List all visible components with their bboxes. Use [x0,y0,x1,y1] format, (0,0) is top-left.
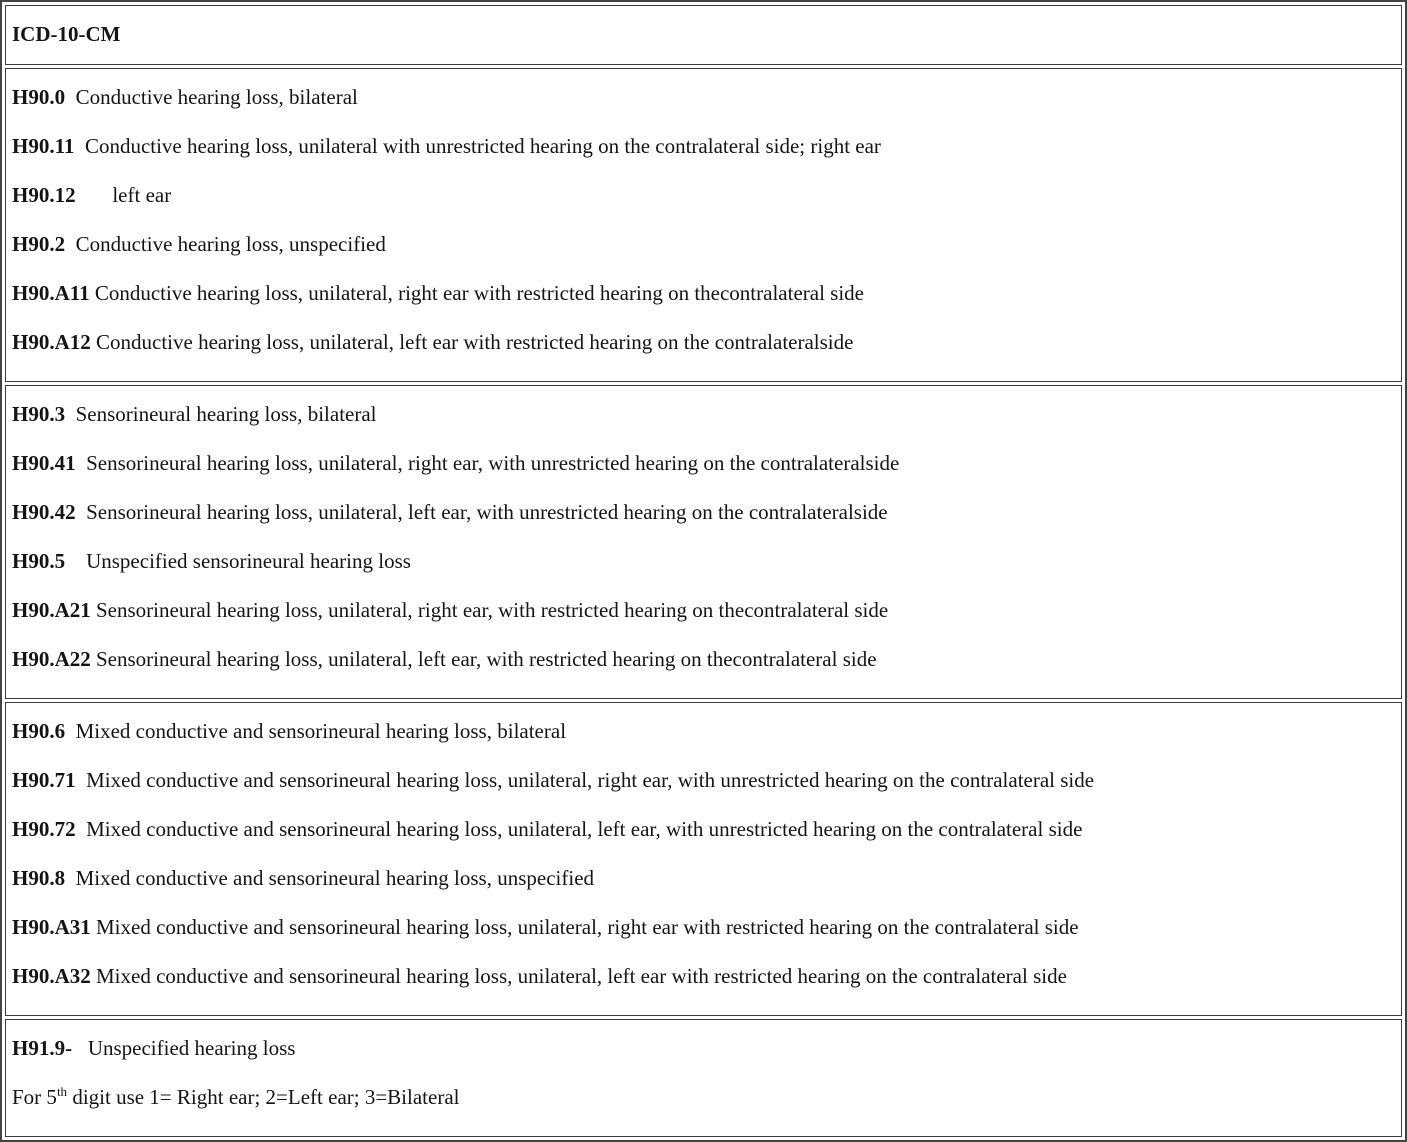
code-label: H90.11 [12,134,75,158]
code-description: Mixed conductive and sensorineural hearing loss, bilateral [65,719,567,743]
code-description: Mixed conductive and sensorineural hearing loss, unilateral, left ear, with unrestricted hearing on the contralateral side [75,817,1083,841]
code-row [12,598,1395,622]
code-row [12,768,1395,792]
code-row [12,451,1395,475]
code-label: H90.A21 [12,598,91,622]
header-row [5,5,1402,65]
code-row [12,866,1395,890]
code-label: H90.A31 [12,915,91,939]
code-row [12,647,1395,671]
code-row [12,402,1395,426]
code-row [12,85,1395,109]
code-row [12,1036,1395,1060]
code-description: Sensorineural hearing loss, unilateral, right ear, with unrestricted hearing on the contralateralside [75,451,900,475]
code-label: H90.A12 [12,330,91,354]
code-row [12,134,1395,158]
code-description: Conductive hearing loss, unilateral with unrestricted hearing on the contralateral side; right ear [74,134,881,158]
code-description: Conductive hearing loss, unilateral, right ear with restricted hearing on thecontralateral side [89,281,864,305]
footnote-superscript: th [56,1084,68,1099]
code-label: H90.0 [12,85,66,109]
code-row [12,549,1395,573]
code-label: H90.A11 [12,281,90,305]
footnote-prefix: For 5 [12,1085,57,1109]
code-description: Mixed conductive and sensorineural hearing loss, unspecified [65,866,595,890]
code-row [12,183,1395,207]
code-label: H90.8 [12,866,66,890]
code-row [12,817,1395,841]
code-label: H90.42 [12,500,76,524]
code-label: H90.2 [12,232,66,256]
code-label: H90.71 [12,768,76,792]
code-row [12,281,1395,305]
section-row-conductive [5,68,1402,382]
code-description: Mixed conductive and sensorineural hearing loss, unilateral, right ear with restricted hearing on the contralateral side [90,915,1079,939]
code-label: H90.A22 [12,647,91,671]
code-label: H90.41 [12,451,76,475]
section-sensorineural [5,385,1402,699]
table-title: ICD-10-CM [12,22,121,46]
code-row [12,232,1395,256]
footnote-rest: digit use 1= Right ear; 2=Left ear; 3=Bilateral [67,1085,460,1109]
section-row-unspecified [5,1019,1402,1137]
code-description: Conductive hearing loss, unilateral, left ear with restricted hearing on the contralateralside [90,330,854,354]
code-row [12,330,1395,354]
code-row [12,964,1395,988]
code-row [12,500,1395,524]
code-label: H90.A32 [12,964,91,988]
code-label: H91.9- [12,1036,73,1060]
fifth-digit-footnote [12,1085,1395,1109]
code-row [12,915,1395,939]
code-label: H90.12 [12,183,76,207]
code-label: H90.6 [12,719,66,743]
code-label: H90.3 [12,402,66,426]
code-description: Sensorineural hearing loss, unilateral, left ear, with restricted hearing on thecontralateral side [90,647,877,671]
code-label: H90.72 [12,817,76,841]
section-mixed [5,702,1402,1016]
section-unspecified [5,1019,1402,1137]
section-row-sensorineural [5,385,1402,699]
code-description: Sensorineural hearing loss, unilateral, right ear, with restricted hearing on thecontralateral side [90,598,889,622]
code-description: left ear [75,183,172,207]
code-description: Mixed conductive and sensorineural hearing loss, unilateral, right ear, with unrestricted hearing on the contralateral side [75,768,1095,792]
header-cell [5,5,1402,65]
code-description: Mixed conductive and sensorineural hearing loss, unilateral, left ear with restricted hearing on the contralateral side [90,964,1067,988]
code-description: Unspecified hearing loss [72,1036,296,1060]
code-row [12,719,1395,743]
code-description: Unspecified sensorineural hearing loss [65,549,411,573]
code-description: Conductive hearing loss, bilateral [65,85,358,109]
section-row-mixed [5,702,1402,1016]
code-description: Sensorineural hearing loss, unilateral, left ear, with unrestricted hearing on the contralateralside [75,500,888,524]
code-description: Sensorineural hearing loss, bilateral [65,402,377,426]
section-conductive [5,68,1402,382]
code-label: H90.5 [12,549,66,573]
code-description: Conductive hearing loss, unspecified [65,232,386,256]
